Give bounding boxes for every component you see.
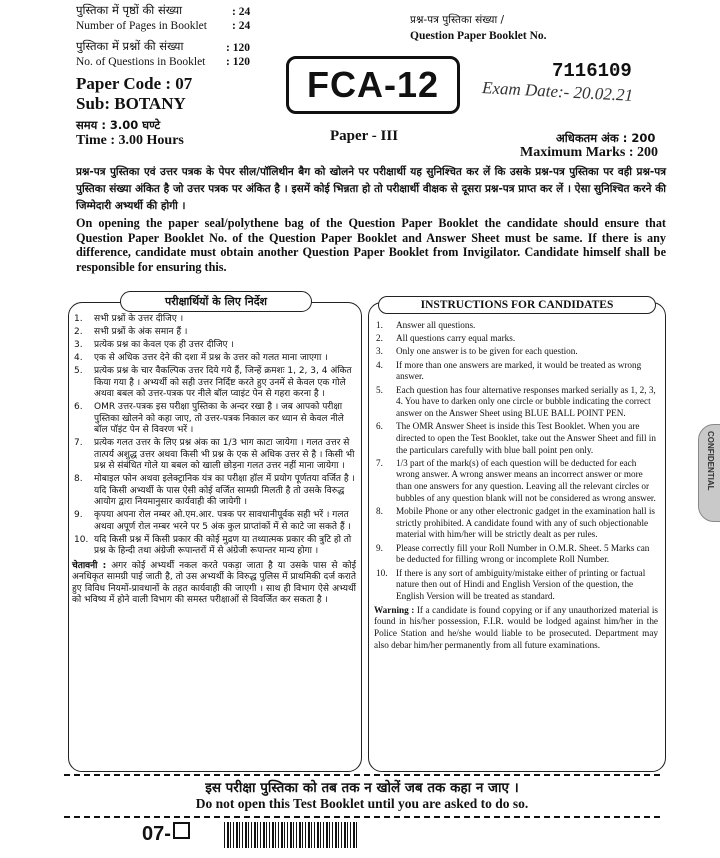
instruction-item bbox=[374, 421, 658, 456]
notice-hindi: प्रश्न-पत्र पुस्तिका एवं उत्तर पत्रक के पेपर सील/पॉलिथीन बैग को खोलने पर परीक्षार्थी यह सुनिश्चित कर लें कि उसके प्रश्न-पत्र पुस्तिका पर वही प्रश्न-पत्र पुस्तिका संख्या अंकित है जो उत्तर पत्रक पर अंकित है । इसमें कोई भिन्नता हो तो परीक्षार्थी वीक्षक से दूसरा प्रश्न-पत्र प्राप्त कर लें । ऐसा सुनिश्चित करने की जिम्मेदारी अभ्यर्थी की होगी । bbox=[76, 166, 666, 212]
instruction-text: If there is any sort of ambiguity/mistake either of printing or factual nature then out of Hindi and English Version of the question, the English Version will be treated as standard. bbox=[396, 567, 646, 601]
footer-hindi: इस परीक्षा पुस्तिका को तब तक न खोलें जब तक कहा न जाए । bbox=[205, 780, 519, 796]
english-instructions-list bbox=[374, 320, 658, 651]
instruction-text: कृपया अपना रोल नम्बर ओ.एम.आर. पत्रक पर सावधानीपूर्वक सही भरें । गलत अथवा अपूर्ण रोल नम्बर भरने पर 5 अंक कुल प्राप्तांकों में से काटे जा सकते हैं । bbox=[94, 510, 351, 532]
booklet-number: 7116109 bbox=[552, 60, 632, 82]
questions-value-hi: : 120 bbox=[226, 42, 250, 54]
handwritten-exam-date: Exam Date:- 20.02.21 bbox=[481, 78, 634, 105]
instruction-item bbox=[72, 535, 356, 558]
instruction-item bbox=[72, 474, 356, 509]
instruction-text: 1/3 part of the mark(s) of each question will be deducted for each wrong answer. A wrong answer means an incorrect answer or more than one answers for any question. Leaving all the relevant circles or bubbles of any question blank will not be considered as wrong answer. bbox=[396, 457, 656, 503]
series-code-text: 07- bbox=[142, 823, 171, 845]
instruction-item bbox=[72, 438, 356, 473]
questions-label-hi: पुस्तिका में प्रश्नों की संख्या bbox=[76, 39, 184, 53]
time-en: Time : 3.00 Hours bbox=[76, 133, 184, 148]
instruction-item bbox=[72, 340, 356, 352]
instruction-number: 2. bbox=[376, 333, 383, 344]
instruction-text: If more than one answers are marked, it would be treated as wrong answer. bbox=[396, 359, 642, 382]
exam-code-box bbox=[286, 56, 460, 114]
instruction-number: 8. bbox=[376, 506, 383, 517]
instruction-item bbox=[374, 543, 658, 566]
instruction-number: 5. bbox=[74, 366, 83, 376]
instruction-item bbox=[374, 458, 658, 505]
english-warning-text: If a candidate is found copying or if any unauthorized material is found in his/her possession, F.I.R. would be lodged against him/her in the Police Station and he/she would liable to be prosecuted. Department may also debar him/her permanently from all future examinations. bbox=[374, 604, 659, 650]
questions-value-en: : 120 bbox=[226, 56, 250, 68]
hindi-instructions-list bbox=[72, 314, 356, 607]
instruction-text: Please correctly fill your Roll Number in O.M.R. Sheet. 5 Marks can be deducted for filling wrong or incomplete Roll Number. bbox=[396, 542, 650, 565]
instruction-item bbox=[374, 333, 658, 345]
time-hi: समय : 3.00 घण्टे bbox=[76, 118, 161, 132]
paper-code: Paper Code : 07 bbox=[76, 74, 193, 93]
instruction-item bbox=[374, 320, 658, 332]
instruction-number: 2. bbox=[74, 327, 83, 337]
instruction-text: सभी प्रश्नों के उत्तर दीजिए । bbox=[94, 314, 184, 324]
series-box bbox=[173, 822, 190, 839]
english-warning-label: Warning : bbox=[374, 604, 415, 615]
instruction-number: 6. bbox=[74, 402, 83, 412]
instruction-item bbox=[72, 402, 356, 437]
instruction-text: Answer all questions. bbox=[396, 320, 476, 330]
instruction-text: Only one answer is to be given for each question. bbox=[396, 346, 578, 357]
instruction-text: All questions carry equal marks. bbox=[396, 333, 516, 344]
instruction-number: 6. bbox=[376, 421, 383, 432]
hindi-warning-label: चेतावनी : bbox=[72, 560, 107, 571]
instruction-text: Each question has four alternative responses marked serially as 1, 2, 3, 4. You have to darken only one circle or bubble indicating the correct answer on the Answer Sheet using BLUE BALL POINT PEN. bbox=[396, 384, 656, 418]
instruction-number: 3. bbox=[74, 340, 83, 350]
booklet-no-label-hi: प्रश्न-पत्र पुस्तिका संख्या / bbox=[410, 14, 505, 26]
instruction-item bbox=[72, 327, 356, 339]
instruction-number: 1. bbox=[74, 314, 83, 324]
pages-value-hi: : 24 bbox=[232, 6, 251, 18]
hindi-instructions-title: परीक्षार्थियों के लिए निर्देश bbox=[120, 291, 312, 312]
instruction-number: 5. bbox=[376, 384, 383, 395]
confidential-seal-text: CONFIDENTIAL bbox=[706, 431, 715, 491]
instruction-number: 9. bbox=[376, 542, 383, 553]
pages-label-en: Number of Pages in Booklet bbox=[76, 20, 207, 32]
instruction-number: 4. bbox=[376, 359, 383, 370]
subject: Sub: BOTANY bbox=[76, 94, 186, 113]
instruction-text: Mobile Phone or any other electronic gadget in the examination hall is strictly prohibited. A candidate found with any of such objectionable material with him/her will be strictly dealt as per rules. bbox=[396, 506, 655, 540]
instruction-number: 10. bbox=[376, 567, 388, 578]
english-warning bbox=[374, 605, 658, 652]
instruction-item bbox=[72, 510, 356, 533]
pages-value-en: : 24 bbox=[232, 20, 251, 32]
series-code bbox=[142, 822, 190, 846]
hindi-warning bbox=[72, 561, 356, 607]
booklet-no-label-en: Question Paper Booklet No. bbox=[410, 30, 547, 42]
instruction-text: सभी प्रश्नों के अंक समान हैं । bbox=[94, 327, 188, 337]
english-instructions-title: INSTRUCTIONS FOR CANDIDATES bbox=[378, 296, 656, 314]
barcode bbox=[224, 822, 358, 848]
instruction-number: 7. bbox=[74, 438, 83, 448]
instruction-text: The OMR Answer Sheet is inside this Test Booklet. When you are directed to open the Test Booklet, take out the Answer Sheet and fill in the particulars carefully with blue ball point pen only. bbox=[396, 421, 656, 455]
max-marks-hi: अधिकतम अंक : 200 bbox=[556, 131, 656, 145]
instruction-item bbox=[72, 353, 356, 365]
instruction-text: यदि किसी प्रश्न में किसी प्रकार की कोई मुद्रण या तथ्यात्मक प्रकार की त्रुटि हो तो प्रश्न के हिन्दी तथा अंग्रेजी रूपान्तरों में से अंग्रेजी रूपान्तर मान्य होगा । bbox=[94, 534, 352, 556]
instruction-text: एक से अधिक उत्तर देने की दशा में प्रश्न के उत्तर को गलत माना जाएगा । bbox=[94, 353, 328, 363]
instruction-number: 10. bbox=[74, 534, 89, 545]
paper-number: Paper - III bbox=[330, 128, 399, 144]
instruction-text: मोबाइल फोन अथवा इलेक्ट्रानिक यंत्र का परीक्षा हॉल में प्रयोग पूर्णतया वर्जित है । यदि किसी अभ्यर्थी के पास ऐसी कोई वर्जित सामग्री मिलती है तो उसके विरुद्ध आयोग द्वारा नियमानुसार कार्यवाही की जायेगी । bbox=[94, 474, 355, 507]
instruction-item bbox=[72, 366, 356, 401]
instruction-text: प्रत्येक प्रश्न का केवल एक ही उत्तर दीजिए । bbox=[94, 340, 234, 350]
instruction-number: 1. bbox=[376, 320, 383, 330]
confidential-seal bbox=[698, 424, 720, 522]
instruction-number: 8. bbox=[74, 474, 83, 484]
instruction-number: 7. bbox=[376, 457, 383, 468]
instruction-item bbox=[374, 506, 658, 541]
instruction-text: प्रत्येक गलत उत्तर के लिए प्रश्न अंक का 1/3 भाग काटा जायेगा । गलत उत्तर से तात्पर्य अशुद्ध उत्तर अथवा किसी भी प्रश्न के एक से अधिक उत्तर से है । किसी भी प्रश्न से संबंधित गोले या बबल को खाली छोड़ना गलत उत्तर नहीं माना जायेगा । bbox=[94, 438, 355, 471]
footer-english: Do not open this Test Booklet until you are asked to do so. bbox=[195, 796, 529, 811]
instruction-text: प्रत्येक प्रश्न के चार वैकल्पिक उत्तर दिये गये हैं, जिन्हें क्रमशः 1, 2, 3, 4 अंकित किया गया है । अभ्यर्थी को सही उत्तर निर्दिष्ट करते हुए उनमें से केवल एक गोले अथवा बबल को उत्तर-पत्रक पर नीले बॉल प्वाइंट पेन से गहरा करना है । bbox=[94, 366, 352, 399]
instruction-number: 9. bbox=[74, 510, 83, 520]
instruction-item bbox=[374, 568, 658, 603]
questions-label-en: No. of Questions in Booklet bbox=[76, 56, 206, 68]
instruction-item bbox=[72, 314, 356, 326]
instruction-number: 4. bbox=[74, 353, 83, 363]
instruction-item bbox=[374, 346, 658, 358]
max-marks-en: Maximum Marks : 200 bbox=[520, 145, 659, 160]
notice-english: On opening the paper seal/polythene bag of the Question Paper Booklet the candidate should ensure that Question Paper Booklet No. of the Question Paper Booklet and Answer Sheet must be same. If there is any difference, candidate must obtain another Question Paper Booklet from Invigilator. Candidate himself shall be responsible for ensuring this. bbox=[76, 216, 666, 274]
instruction-item bbox=[374, 360, 658, 383]
instruction-text: OMR उत्तर-पत्रक इस परीक्षा पुस्तिका के अन्दर रखा है । जब आपको परीक्षा पुस्तिका खोलने को कहा जाए, तो उत्तर-पत्रक निकाल कर ध्यान से केवल नीले बॉल पॉइंट पेन से विवरण भरें । bbox=[94, 402, 344, 435]
hindi-warning-text: अगर कोई अभ्यर्थी नकल करते पकड़ा जाता है या उसके पास से कोई अनधिकृत सामग्री पाई जाती है, तो उस अभ्यर्थी के विरुद्ध पुलिस में प्राथमिकी दर्ज कराते हुए विविध नियमों-प्रावधानों के तहत कार्यवाही की जाएगी । साथ ही विभाग ऐसे अभ्यर्थी को भविष्य में होने वाली विभाग की समस्त परीक्षाओं से विवर्जित कर सकता है । bbox=[72, 560, 356, 605]
instruction-number: 3. bbox=[376, 346, 383, 357]
exam-code: FCA-12 bbox=[306, 64, 440, 105]
instruction-item bbox=[374, 385, 658, 420]
pages-label-hi: पुस्तिका में पृष्ठों की संख्या bbox=[76, 3, 183, 17]
